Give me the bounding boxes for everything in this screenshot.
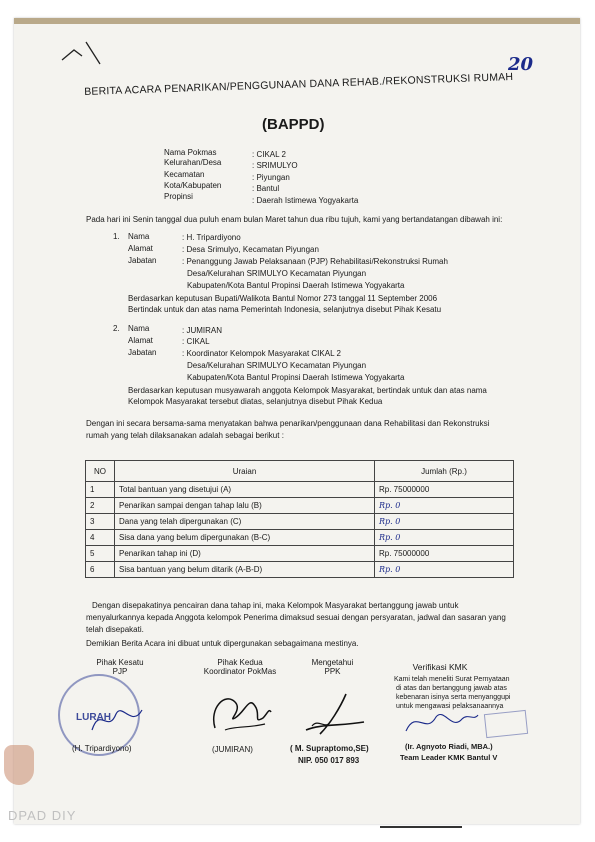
row-jumlah: Rp. 75000000 (375, 546, 514, 562)
row-jumlah: Rp. 75000000 (375, 482, 514, 498)
scan-edge (14, 18, 580, 24)
closing-l2: menyalurkannya kepada Anggota kelompok Penerima dimaksud sesuai dengan persyaratan, jadwal dan sasaran yang (86, 613, 506, 622)
table-header-row (86, 461, 514, 482)
table-row (86, 562, 514, 578)
row-no: 1 (86, 482, 115, 498)
value-kota: : Bantul (252, 184, 280, 193)
party2-alamat: : CIKAL (182, 337, 210, 346)
sig3-name: ( M. Supraptomo,SE) (290, 744, 369, 753)
table-row (86, 530, 514, 546)
party1-alamat-label: Alamat (128, 244, 153, 253)
closing-l3: telah disepakati. (86, 625, 144, 634)
table-row (86, 498, 514, 514)
page-number: 20 (508, 54, 534, 75)
header-uraian: Uraian (115, 461, 375, 482)
party2-jabatan-l3: Kabupaten/Kota Bantul Propinsi Daerah Istimewa Yogyakarta (187, 373, 405, 382)
row-uraian: Sisa bantuan yang belum ditarik (A-B-D) (115, 562, 375, 578)
statement-l2: rumah yang telah dilaksanakan adalah sebagai berikut : (86, 431, 284, 440)
value-kelurahan: : SRIMULYO (252, 161, 298, 170)
party2-number: 2. (113, 324, 120, 333)
row-uraian: Dana yang telah dipergunakan (C) (115, 514, 375, 530)
label-propinsi: Propinsi (164, 192, 193, 201)
party2-nama-label: Nama (128, 324, 150, 333)
kmk-text-l4: untuk mengawasi pelaksanaannya (396, 703, 504, 710)
sig2-title: Pihak Kedua (217, 658, 263, 667)
party1-jabatan-l2: Desa/Kelurahan SRIMULYO Kecamatan Piyungan (187, 269, 367, 278)
row-no: 5 (86, 546, 115, 562)
sig3-sub: PPK (324, 667, 341, 676)
sig4-name: (Ir. Agnyoto Riadi, MBA.) (405, 742, 493, 751)
value-nama-pokmas: : CIKAL 2 (252, 150, 286, 159)
header-jumlah: Jumlah (Rp.) (375, 461, 514, 482)
table-row (86, 514, 514, 530)
row-no: 6 (86, 562, 115, 578)
closing-l1: Dengan disepakatinya pencairan dana tahap ini, maka Kelompok Masyarakat bertanggung jawab untuk (92, 601, 459, 610)
document-subtitle: (BAPPD) (262, 116, 325, 133)
intro-text: Pada hari ini Senin tanggal dua puluh enam bulan Maret tahun dua ribu tujuh, kami yang bertandatangan dibawah ini: (86, 215, 503, 224)
sig4-role: Team Leader KMK Bantul V (400, 753, 498, 762)
party2-jabatan-l2: Desa/Kelurahan SRIMULYO Kecamatan Piyungan (187, 361, 367, 370)
label-kecamatan: Kecamatan (164, 170, 205, 179)
sig1-sub: PJP (112, 667, 128, 676)
party2-jabatan-label: Jabatan (128, 348, 157, 357)
party1-number: 1. (113, 232, 120, 241)
bottom-scan-line (380, 826, 462, 828)
watermark-text: DPAD DIY (8, 808, 77, 823)
statement-l1: Dengan ini secara bersama-sama menyatakan bahwa penarikan/penggunaan dana Rehabilitasi dan Rekonstruksi (86, 419, 490, 428)
party1-basis-l2: Bertindak untuk dan atas nama Pemerintah Indonesia, selanjutnya disebut Pihak Kesatu (128, 305, 442, 314)
party1-jabatan-l3: Kabupaten/Kota Bantul Propinsi Daerah Istimewa Yogyakarta (187, 281, 405, 290)
row-uraian: Penarikan sampai dengan tahap lalu (B) (115, 498, 375, 514)
kmk-text-l3: kebenaran isinya serta menyanggupi (396, 694, 511, 701)
party1-nama-label: Nama (128, 232, 150, 241)
row-uraian: Sisa dana yang belum dipergunakan (B-C) (115, 530, 375, 546)
value-propinsi: : Daerah Istimewa Yogyakarta (252, 196, 359, 205)
row-uraian: Penarikan tahap ini (D) (115, 546, 375, 562)
kmk-text-l1: Kami telah meneliti Surat Pernyataan (394, 676, 510, 683)
party2-basis-l2: Kelompok Masyarakat tersebut diatas, selanjutnya disebut Pihak Kedua (128, 397, 383, 406)
party2-basis-l1: Berdasarkan keputusan musyawarah anggota Kelompok Masyarakat, bertindak untuk dan atas nama (128, 386, 487, 395)
kmk-text-l2: di atas dan bertanggung jawab atas (396, 685, 507, 692)
party1-jabatan-l1: : Penanggung Jawab Pelaksanaan (PJP) Rehabilitasi/Rekonstruksi Rumah (182, 257, 448, 266)
party1-alamat: : Desa Srimulyo, Kecamatan Piyungan (182, 245, 319, 254)
party1-basis-l1: Berdasarkan keputusan Bupati/Walikota Bantul Nomor 273 tanggal 11 September 2006 (128, 294, 438, 303)
party2-alamat-label: Alamat (128, 336, 153, 345)
sig2-sub: Koordinator PokMas (203, 667, 277, 676)
table-row (86, 546, 514, 562)
sig1-title: Pihak Kesatu (96, 658, 144, 667)
kmk-stamp (484, 710, 528, 738)
label-kota: Kota/Kabupaten (164, 181, 222, 190)
label-kelurahan: Kelurahan/Desa (164, 158, 222, 167)
sig3-title: Mengetahui (311, 658, 354, 667)
party2-nama: : JUMIRAN (182, 326, 222, 335)
sig2-name: (JUMIRAN) (212, 745, 253, 754)
header-no: NO (86, 461, 115, 482)
label-nama-pokmas: Nama Pokmas (164, 148, 217, 157)
signature-2-icon (205, 688, 277, 740)
party1-jabatan-label: Jabatan (128, 256, 157, 265)
row-jumlah: Rp. 0 (375, 530, 514, 546)
row-jumlah: Rp. 0 (375, 498, 514, 514)
row-no: 3 (86, 514, 115, 530)
party2-jabatan-l1: : Koordinator Kelompok Masyarakat CIKAL 2 (182, 349, 341, 358)
party1-nama: : H. Tripardiyono (182, 233, 241, 242)
closing-l4: Demikian Berita Acara ini dibuat untuk dipergunakan sebagaimana mestinya. (86, 639, 359, 648)
stamp-text: LURAH (76, 712, 111, 723)
document-title: BERITA ACARA PENARIKAN/PENGGUNAAN DANA REHAB./REKONSTRUKSI RUMAH (84, 71, 514, 98)
sig1-name: (H. Tripardiyono) (72, 744, 132, 753)
sig3-nip: NIP. 050 017 893 (298, 756, 360, 765)
value-kecamatan: : Piyungan (252, 173, 290, 182)
archive-logo-icon (4, 745, 34, 785)
signature-1-icon (88, 700, 148, 740)
row-no: 2 (86, 498, 115, 514)
row-no: 4 (86, 530, 115, 546)
sig4-title: Verifikasi KMK (412, 662, 468, 672)
hand-mark-icon (60, 38, 120, 68)
table-row (86, 482, 514, 498)
row-jumlah: Rp. 0 (375, 562, 514, 578)
row-uraian: Total bantuan yang disetujui (A) (115, 482, 375, 498)
signature-3-icon (300, 690, 370, 740)
signature-4-icon (400, 705, 480, 741)
row-jumlah: Rp. 0 (375, 514, 514, 530)
penarikan-table (85, 460, 514, 578)
